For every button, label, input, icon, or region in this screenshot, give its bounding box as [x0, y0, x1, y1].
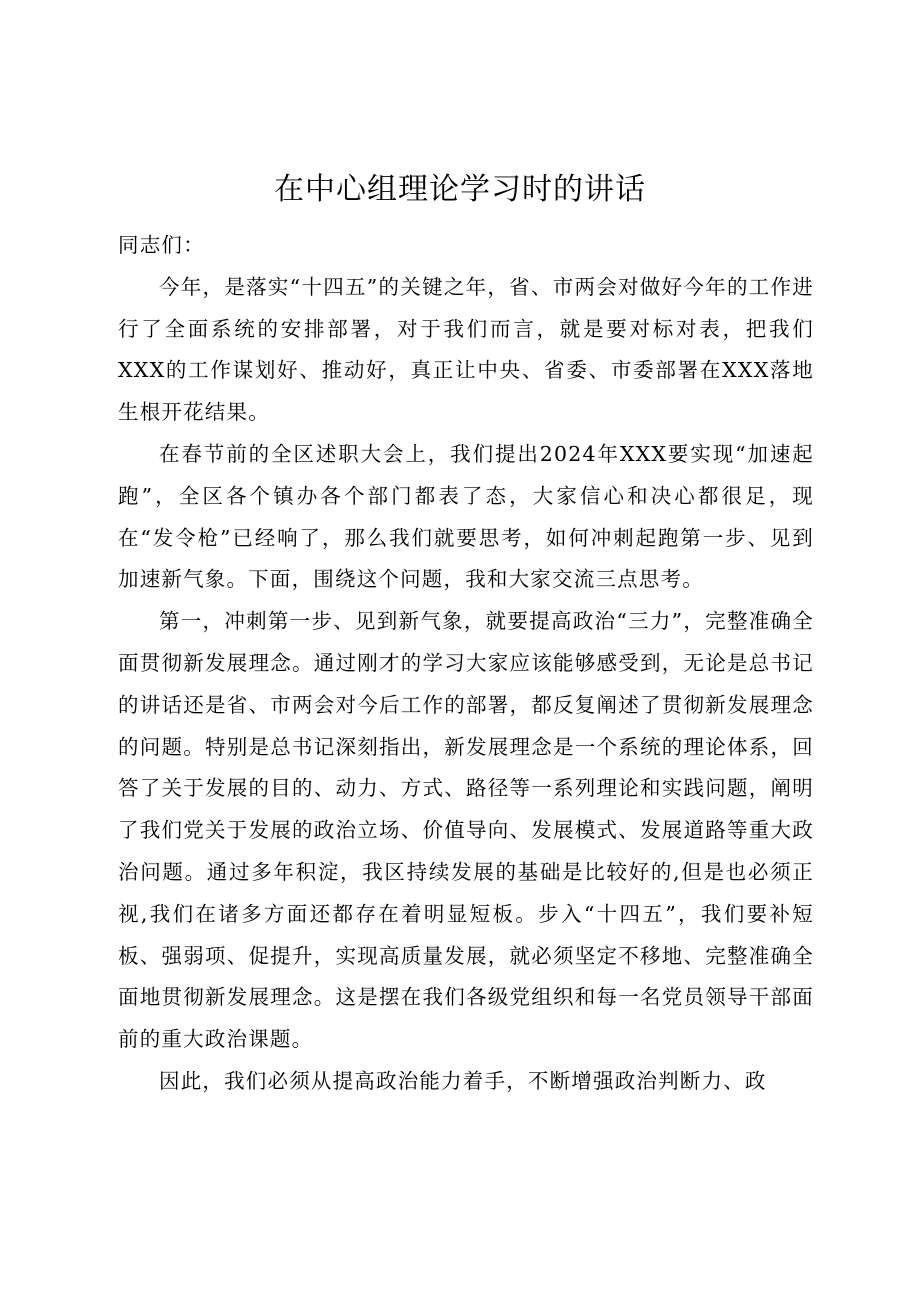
paragraph-2: 在春节前的全区述职大会上，我们提出2024年XXX要实现“加速起跑”，全区各个镇办各个部门都表了态，大家信心和决心都很足，现在“发令枪”已经响了，那么我们就要思考，如何冲刺起跑第一步、见到加速新气象。下面，围绕这个问题，我和大家交流三点思考。	[118, 441, 814, 592]
paragraph-3: 第一，冲刺第一步、见到新气象，就要提高政治“三力”，完整准确全面贯彻新发展理念。通过刚才的学习大家应该能够感受到，无论是总书记的讲话还是省、市两会对今后工作的部署，都反复阐述了贯彻新发展理念的问题。特别是总书记深刻指出，新发展理念是一个系统的理论体系，回答了关于发展的目的、动力、方式、路径等一系列理论和实践问题，阐明了我们党关于发展的政治立场、价值导向、发展模式、发展道路等重大政治问题。通过多年积淀，我区持续发展的基础是比较好的,但是也必须正视,我们在诸多方面还都存在着明显短板。步入“十四五”，我们要补短板、强弱项、促提升，实现高质量发展，就必须坚定不移地、完整准确全面地贯彻新发展理念。这是摆在我们各级党组织和每一名党员领导干部面前的重大政治课题。	[118, 609, 814, 1052]
document-title: 在中心组理论学习时的讲话	[274, 172, 646, 207]
paragraph-4: 因此，我们必须从提高政治能力着手，不断增强政治判断力、政	[159, 1068, 767, 1093]
document-body	[118, 225, 814, 1103]
salutation: 同志们：	[118, 233, 205, 257]
paragraph-1: 今年，是落实“十四五”的关键之年，省、市两会对做好今年的工作进行了全面系统的安排部署，对于我们而言，就是要对标对表，把我们XXX的工作谋划好、推动好，真正让中央、省委、市委部署在XXX落地生根开花结果。	[118, 274, 814, 425]
